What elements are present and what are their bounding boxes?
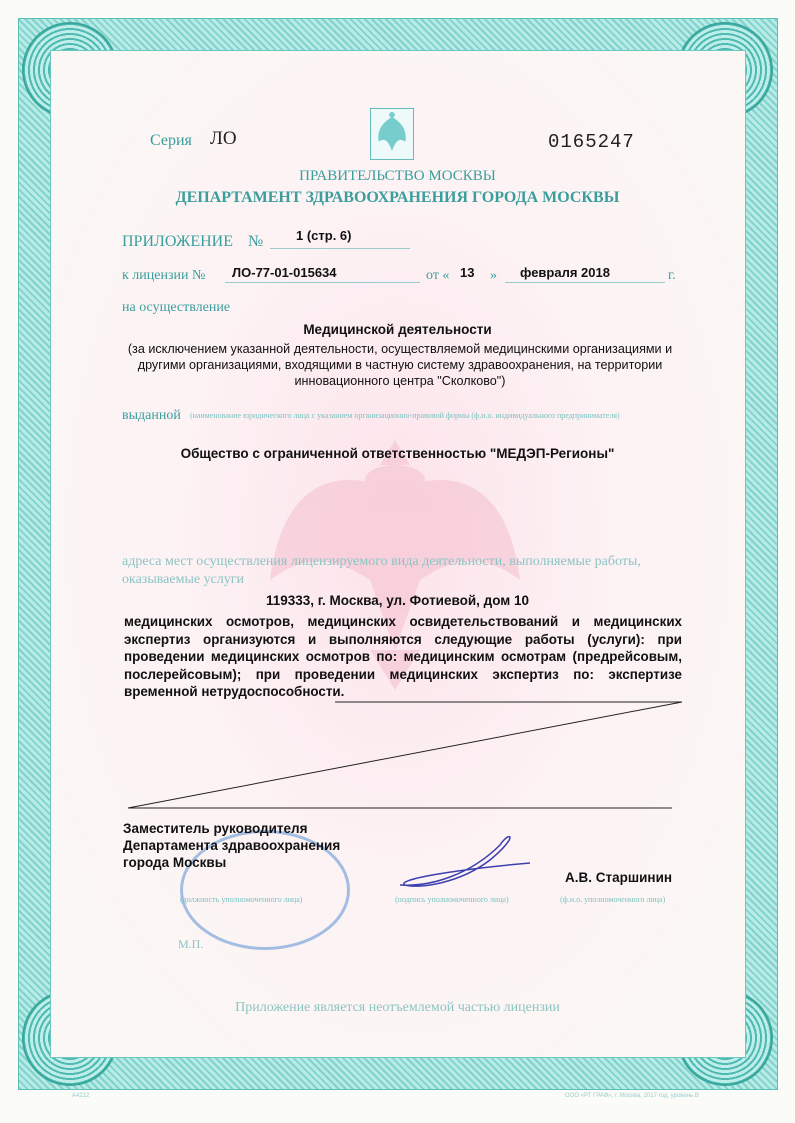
signer-name: А.В. Старшинин [565, 870, 673, 885]
activity-description: (за исключением указанной деятельности, осуществляемой медицинскими организациями и другими организациями, входящими в частную систему здравоохранения, на территории инновационного центра "Сколково") [127, 342, 673, 388]
appendix-label: ПРИЛОЖЕНИЕ [122, 233, 234, 250]
license-month-year: февраля 2018 [520, 265, 610, 280]
works-description: медицинских осмотров, медицинских освидетельствований и медицинских экспертиз организуются и выполняются следующие работы (услуги): при проведении медицинских осмотров по: медицинским осмотрам (предрейсовым, послерейсовым); при проведении медицинских экспертиз по: экспертизе временной нетрудоспособности. [124, 614, 682, 699]
signer-position: Заместитель руководителя Департамента здравоохранения города Москвы [123, 821, 341, 870]
activity-title: Медицинской деятельности [303, 322, 492, 337]
department-title: ДЕПАРТАМЕНТ ЗДРАВООХРАНЕНИЯ ГОРОДА МОСКВЫ [175, 189, 620, 206]
footer-note: Приложение является неотъемлемой частью лицензии [235, 1000, 560, 1015]
address-label: адреса мест осуществления лицензируемого вида деятельности, выполняемые работы, оказываемые услуги [122, 554, 641, 587]
form-code: А4212 [72, 1093, 90, 1099]
issued-hint: (наименование юридического лица с указанием организационно-правовой формы (ф.и.о. индивидуального предпринимателя) [190, 411, 620, 420]
signature-hint: (подпись уполномоченного лица) [395, 895, 509, 904]
date-quote: » [490, 268, 497, 283]
date-from-label: от « [426, 268, 450, 283]
license-number: ЛО-77-01-015634 [232, 265, 337, 280]
issued-label: выданной [122, 408, 181, 423]
license-day: 13 [460, 265, 475, 280]
activity-label: на осуществление [122, 300, 231, 315]
name-hint: (ф.и.о. уполномоченного лица) [560, 895, 666, 904]
form-number: 0165247 [548, 131, 635, 153]
address-value: 119333, г. Москва, ул. Фотиевой, дом 10 [265, 593, 530, 608]
seal-place-label: М.П. [178, 937, 204, 951]
series-label: Серия [150, 132, 192, 149]
printer-info: ООО «РТ ГРАФ», г. Москва, 2017 год, уровень В [565, 1093, 699, 1099]
license-label: к лицензии № [122, 268, 206, 283]
position-hint: (должность уполномоченного лица) [180, 895, 303, 904]
appendix-no-sign: № [248, 233, 264, 250]
signature [390, 825, 540, 890]
year-suffix: г. [668, 268, 676, 283]
series-value: ЛО [210, 128, 237, 149]
appendix-number: 1 (стр. 6) [296, 228, 352, 243]
licensee-name: Общество с ограниченной ответственностью "МЕДЭП-Регионы" [180, 446, 615, 461]
government-title: ПРАВИТЕЛЬСТВО МОСКВЫ [299, 168, 496, 184]
